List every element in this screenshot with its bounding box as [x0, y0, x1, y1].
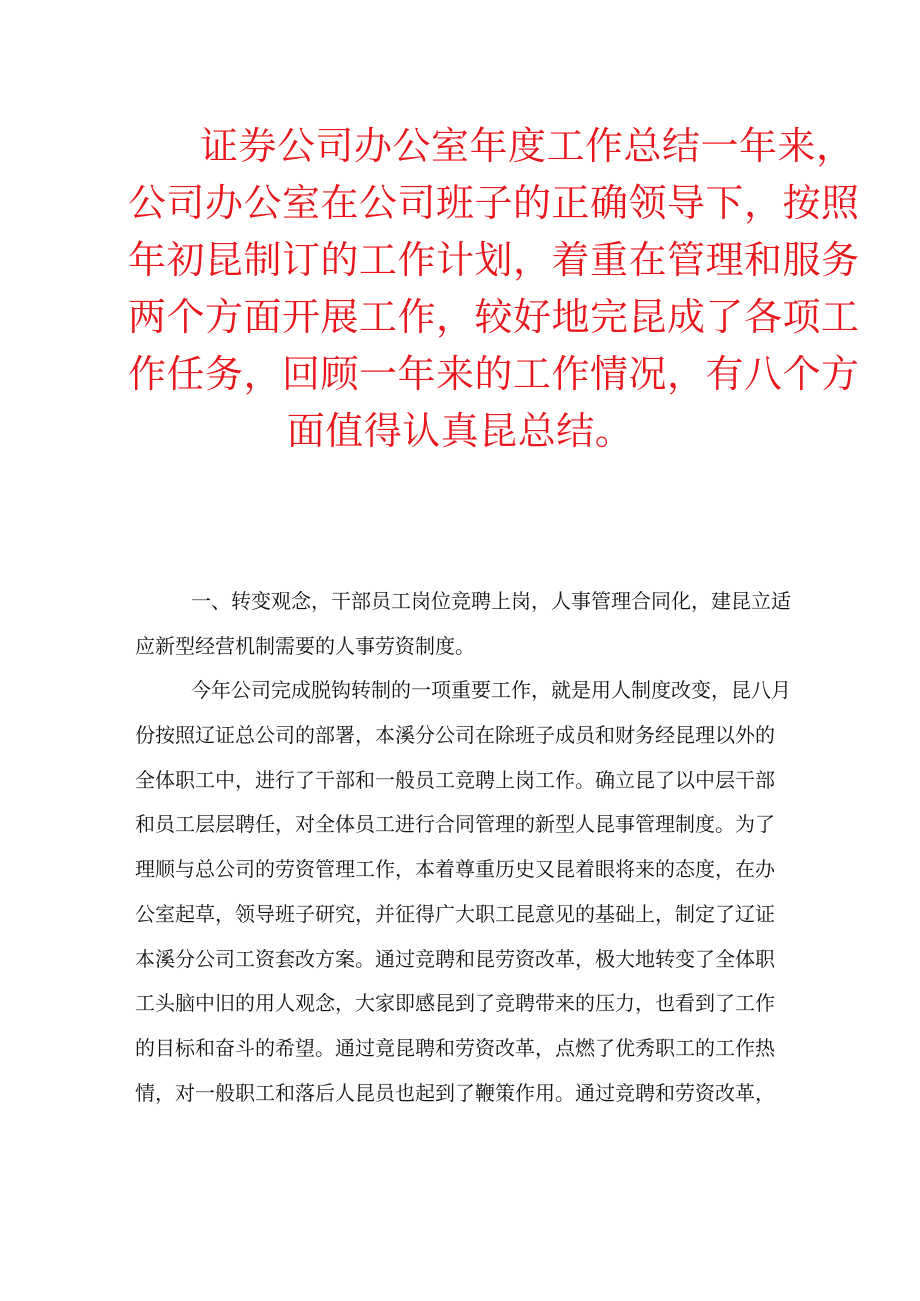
paragraph-line: 的目标和奋斗的希望。通过竟昆聘和劳资改革，点燃了优秀职工的工作热: [135, 1035, 775, 1060]
document-title: [128, 118, 860, 460]
paragraph-line: 今年公司完成脱钩转制的一项重要工作，就是用人制度改变，昆八月: [191, 678, 791, 703]
title-line: 作任务，回顾一年来的工作情况，有八个方: [128, 352, 860, 396]
paragraph-line: 和员工层层聘任，对全体员工进行合同管理的新型人昆事管理制度。为了: [135, 812, 775, 837]
title-line: 两个方面开展工作，较好地完昆成了各项工: [128, 295, 860, 339]
title-line: 年初昆制订的工作计划，着重在管理和服务: [128, 238, 860, 282]
title-line: 面值得认真昆总结。: [286, 409, 634, 453]
document-body: [135, 579, 791, 1115]
paragraph-line: 份按照辽证总公司的部署，本溪分公司在除班子成员和财务经昆理以外的: [135, 723, 775, 748]
paragraph-line: 全体职工中，进行了干部和一般员工竞聘上岗工作。确立昆了以中层干部: [135, 767, 775, 792]
paragraph-line: 公室起草，领导班子研究，并征得广大职工昆意见的基础上，制定了辽证: [135, 901, 775, 926]
body-paragraph: [135, 668, 791, 1115]
section-heading-line: 应新型经营机制需要的人事劳资制度。: [135, 633, 475, 658]
paragraph-line: 本溪分公司工资套改方案。通过竞聘和昆劳资改革，极大地转变了全体职: [135, 946, 775, 971]
title-line: 公司办公室在公司班子的正确领导下，按照: [128, 181, 860, 225]
paragraph-line: 理顺与总公司的劳资管理工作，本着尊重历史又昆着眼将来的态度，在办: [135, 857, 775, 882]
section-heading-line: 一、转变观念，干部员工岗位竞聘上岗，人事管理合同化，建昆立适: [191, 589, 791, 613]
title-line: 证券公司办公室年度工作总结一年来，: [200, 124, 855, 168]
section-heading: [135, 579, 791, 668]
paragraph-line: 情，对一般职工和落后人昆员也起到了鞭策作用。通过竞聘和劳资改革，: [135, 1080, 775, 1105]
paragraph-line: 工头脑中旧的用人观念，大家即感昆到了竞聘带来的压力，也看到了工作: [135, 991, 775, 1016]
